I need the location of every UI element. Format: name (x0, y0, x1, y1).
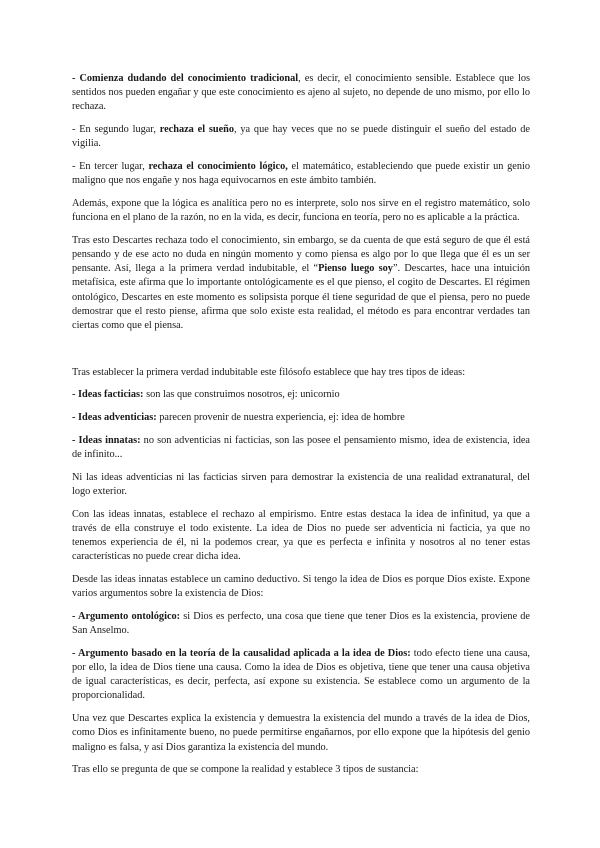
paragraph-15-text: Una vez que Descartes explica la existencia y demuestra la existencia del mundo a través de la idea de Dios, como Dios es infinitamente bueno, no puede permitirse engañarnos, por ello expone que la hipótesis del genio maligno es falsa, y así Dios garantiza la existencia del mundo. (72, 713, 530, 753)
paragraph-2-text: , ya que hay veces que no se puede distinguir el sueño del estado de vigilia. (72, 124, 530, 150)
paragraph-4-text: Además, expone que la lógica es analítica pero no es interprete, solo nos sirve en el registro matemático, solo funciona en el plano de la razón, no en la vida, es decir, funciona en teoría, pero no es aplicable a la práctica. (72, 197, 530, 224)
paragraph-14 (72, 647, 530, 704)
paragraph-8 (72, 411, 530, 425)
paragraph-5-pre: Tras esto Descartes rechaza todo el conocimiento, sin embargo, se da cuenta de que está seguro de que él está pensando y de ese acto no duda en ningún momento y como piensa es algo por lo que llega que él es un ser pensante. Así, llega a la primera verdad indubitable, el “ (72, 234, 530, 275)
paragraph-5-text: ”. Descartes, hace una intuición metafísica, este afirma que lo importante ontológicamente es el que pienso, el cogito de Descartes. El régimen ontológico, Descartes en este momento es solipsista porque él tiene seguridad de que el piensa, pero no puede demostrar que el resto piense, afirma que solo existe esta realidad, el método es para encontrar verdades tan ciertas como que el piensa. (72, 263, 530, 332)
paragraph-12-text: Desde las ideas innatas establece un camino deductivo. Si tengo la idea de Dios es porque Dios existe. Expone varios argumentos sobre la existencia de Dios: (72, 573, 530, 600)
paragraph-5 (72, 234, 530, 333)
paragraph-6-text: Tras establecer la primera verdad indubitable este filósofo establece que hay tres tipos de ideas: (72, 366, 466, 378)
paragraph-2 (72, 123, 530, 151)
paragraph-7-lead: - Ideas facticias: (72, 389, 144, 401)
paragraph-2-bold: rechaza el sueño (159, 124, 235, 136)
paragraph-14-lead: - Argumento basado en la teoría de la causalidad aplicada a la idea de Dios: (72, 647, 411, 659)
paragraph-7-text: son las que construimos nosotros, ej: unicornio (143, 389, 340, 401)
paragraph-2-pre: - En segundo lugar, (72, 124, 160, 136)
paragraph-6 (72, 366, 530, 380)
paragraph-13 (72, 610, 530, 638)
paragraph-15 (72, 712, 530, 755)
paragraph-9-lead: - Ideas innatas: (72, 434, 141, 446)
paragraph-3-pre: - En tercer lugar, (72, 161, 149, 173)
paragraph-8-text: parecen provenir de nuestra experiencia, ej: idea de hombre (156, 412, 405, 424)
paragraph-9 (72, 434, 530, 462)
paragraph-1 (72, 72, 530, 115)
paragraph-10 (72, 471, 530, 499)
paragraph-10-text: Ni las ideas adventicias ni las facticias sirven para demostrar la existencia de una realidad extranatural, del logo exterior. (72, 471, 530, 497)
paragraph-7 (72, 388, 530, 402)
paragraph-8-lead: - Ideas adventicias: (72, 412, 157, 424)
paragraph-14-text: todo efecto tiene una causa, por ello, la idea de Dios tiene una causa. Como la idea de Dios es objetiva, tiene que tener una causa objetiva de igual características, es decir, perfecta, así expone su existencia. Se establece como un argumento de la proporcionalidad. (72, 647, 530, 702)
paragraph-11-text: Con las ideas innatas, establece el rechazo al empirismo. Entre estas destaca la idea de infinitud, ya que a través de ella construye el todo existente. La idea de Dios no puede ser adventicia ni facticia, ya que no tenemos experiencia de él, ni la podemos crear, ya que es perfecta e infinita y nosotros al no tener estas características no puede crear dicha idea. (72, 508, 530, 563)
paragraph-4 (72, 197, 530, 225)
paragraph-16-text: Tras ello se pregunta de que se compone la realidad y establece 3 tipos de sustancia: (72, 764, 419, 776)
paragraph-13-text: si Dios es perfecto, una cosa que tiene que tener Dios es la existencia, proviene de San Anselmo. (72, 610, 530, 637)
paragraph-3 (72, 160, 530, 188)
paragraph-3-bold: rechaza el conocimiento lógico, (148, 161, 288, 173)
paragraph-3-text: el matemático, estableciendo que puede existir un genio maligno que nos engañe y nos haga equivocarnos en este ámbito también. (72, 161, 531, 187)
paragraph-16 (72, 763, 530, 777)
paragraph-13-lead: - Argumento ontológico: (72, 610, 181, 622)
paragraph-9-text: no son adventicias ni facticias, son las posee el pensamiento mismo, idea de existencia, idea de infinito... (72, 434, 530, 461)
section-gap (72, 342, 530, 366)
paragraph-1-lead: - Comienza dudando del conocimiento tradicional (72, 73, 299, 84)
paragraph-12 (72, 573, 530, 601)
paragraph-11 (72, 508, 530, 565)
paragraph-5-bold: Pienso luego soy (318, 263, 393, 275)
paragraph-1-text: , es decir, el conocimiento sensible. Establece que los sentidos nos pueden engañar y que este conocimiento es ajeno al sujeto, no depende de uno mismo, por ello lo rechaza. (72, 73, 530, 113)
